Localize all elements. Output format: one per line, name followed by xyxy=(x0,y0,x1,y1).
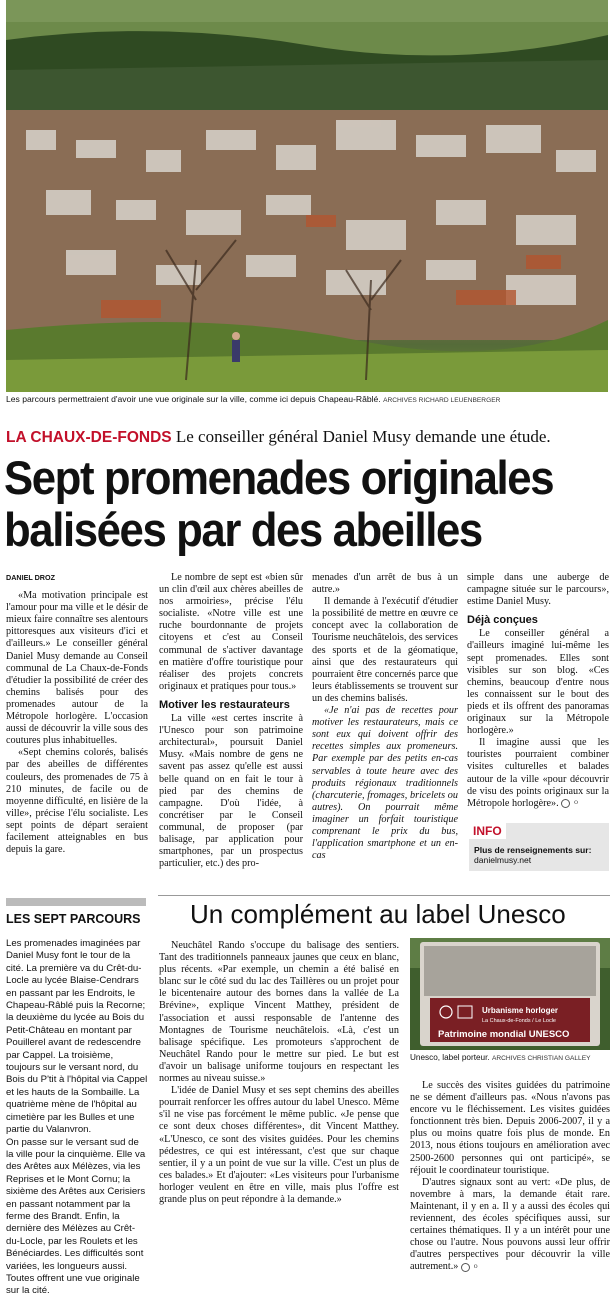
col2-paragraph-2: La ville «est certes inscrite à l'Unesco pour son patrimoine architectural», poursuit Daniel Musy. «Mais nombre de gens ne savent pas assez qu'elle est aussi belle quand on en fait le tour à pied par des chemins de campagne. D'où l'idée, à concrétiser par le Conseil communal, de proposer (par balisage, par application pour smartphones, par un prospectus particulier, etc.) des pro- xyxy=(159,713,303,870)
subhead-motiver: Motiver les restaurateurs xyxy=(159,698,290,711)
sign-line-3: Patrimoine mondial UNESCO xyxy=(438,1029,570,1040)
section2-column-2 xyxy=(410,1080,610,1274)
headline xyxy=(4,452,568,556)
article-column-1 xyxy=(6,572,148,856)
end-mark-icon: O xyxy=(561,799,570,808)
col3-paragraph-0: menades d'un arrêt de bus à un autre.» xyxy=(312,572,458,596)
subhead-deja-concues: Déjà conçues xyxy=(467,614,538,627)
city-panorama-photo xyxy=(6,0,608,392)
sidebar-body xyxy=(6,938,148,1298)
unesco-caption xyxy=(410,1053,610,1062)
kicker-line xyxy=(6,427,610,448)
sidebar-paragraph-2: On passe sur le versant sud de la ville pour la cinquième. Elle va des Arêtes aux Mélèzes, via les Reprises et le Mont Cornu; la sixième des Arêtes aux Cerisiers en passant notamment par la ferme des Brandt. Enfin, la dernière des Mélèzes au Crêt-du-Locle, par les Roulets et les Bénéciardes. Les difficultés sont variées, les longueurs aussi. Toutes offrent une vue originale sur la cité. xyxy=(6,1136,146,1297)
photo-caption-text: Les parcours permettraient d'avoir une vue originale sur la ville, comme ici depuis Chapeau-Râblé. xyxy=(6,394,381,404)
section2-col2-paragraph-1: Le succès des visites guidées du patrimoine ne se dément d'ailleurs pas. «Nous n'avons pas encore vu le fléchissement. Les visites guidées fonctionnent très bien. Depuis 2006-2007, il y a plus ou moins quatre fois plus de monde. En 2013, nous étions toujours en amélioration avec 2500-2600 personnes qui ont participé», se réjouit le coordinateur touristique. xyxy=(410,1080,610,1176)
sidebar-title: LES SEPT PARCOURS xyxy=(6,898,146,926)
unesco-credit: ARCHIVES CHRISTIAN GALLEY xyxy=(491,1055,591,1062)
section-divider xyxy=(158,895,610,896)
sidebar-paragraph-1: Les promenades imaginées par Daniel Musy font le tour de la cité. La première va du Crêt-du-Locle au lycée Blaise-Cendrars en passant par les Endroits, le Chapeau-Râblé puis la Recorne; la deuxième du lycée au Bois du Petit-Château en montant par Pouillerel avant de redescendre par Cappel. La troisième, toujours sur le versant nord, du Bois du P'tit à l'hôpital via Cappel et les hauts de la Sombaille. La quatrième mène de l'hôpital au cimetière par les Bulles et une partie du Valanvron. xyxy=(6,938,148,1136)
col1-paragraph-2: «Sept chemins colorés, balisés par des abeilles de différentes couleurs, des promenades de 75 à 210 minutes, de facile ou de moyenne difficulté, en lisière de la ville», précise l'élu socialiste. Les sept points de départ seraient facilement atteignables en bus depuis la gare. xyxy=(6,747,148,856)
col3-paragraph-2: «Je n'ai pas de recettes pour motiver les restaurateurs, mais ce sont eux qui doivent offrir des recettes simples aux promeneurs. Par exemple par des petits en-cas servables à toute heure avec des produits régionaux traditionnels (charcuterie, fromages, bricelets ou autres). On pourrait même imaginer un forfait touristique comprenant le prix du bus, l'application smartphone et un en-cas xyxy=(312,705,458,862)
info-label: Plus de renseignements sur: xyxy=(474,845,592,855)
kicker-text: Le conseiller général Daniel Musy demande une étude. xyxy=(175,427,551,446)
col2-paragraph-1: Le nombre de sept est «bien sûr un clin d'œil aux chères abeilles de nos armoiries», précise l'élu socialiste. «Notre ville est une ruche bourdonnante de projets citoyens et c'est au Conseil communal de s'activer davantage en matière d'offre touristique pour réaliser des projets concrets originaux et pratiques pour tous.» xyxy=(159,572,303,692)
article-column-3 xyxy=(312,572,458,862)
unesco-sign-photo xyxy=(410,938,610,1050)
col4-paragraph-2: Il imagine aussi que les touristes pourraient combiner visites culturelles et balades autour de la ville «pour découvrir de visu des points originaux sur la Métropole horlogère». O xyxy=(467,737,609,809)
col1-paragraph-1: «Ma motivation principale est l'amour pour ma ville et le désir de mieux faire connaître ses alentours pittoresques aux visiteurs d'ici et d'ailleurs.» Le conseiller général Daniel Musy demande au Conseil communal de La Chaux-de-Fonds d'étudier la possibilité de créer des chemins balisés pour des promenades autour de la Métropole horlogère. L'occasion aussi de découvrir la ville sous des coutures plus inhabituelles. xyxy=(6,590,149,747)
info-text xyxy=(474,845,604,865)
headline-line-1: Sept promenades originales xyxy=(4,451,554,504)
info-link[interactable]: danielmusy.net xyxy=(474,855,532,865)
sign-line-1: Urbanisme horloger xyxy=(482,1006,559,1015)
info-tag: INFO xyxy=(469,823,506,839)
article-column-2 xyxy=(159,572,303,870)
section2-title: Un complément au label Unesco xyxy=(190,899,566,929)
photo-credit: ARCHIVES RICHARD LEUENBERGER xyxy=(383,397,501,404)
unesco-caption-text: Unesco, label porteur. xyxy=(410,1053,490,1062)
section2-column-1 xyxy=(159,940,399,1206)
photo-caption xyxy=(6,394,606,406)
section2-col2-paragraph-2: D'autres signaux sont au vert: «De plus, de novembre à mars, la demande était rare. Maintenant, il y en a. Il y a aussi des écoles qui reviennent, des écoles spécifiques aussi, sur certaines thématiques. Il y a un intérêt pour une chose ou l'autre. Nous pouvons aussi leur offrir d'autres perspectives pour découvrir la ville autrement.» O xyxy=(410,1176,610,1273)
kicker-place: LA CHAUX-DE-FONDS xyxy=(6,429,172,446)
col3-paragraph-1: Il demande à l'exécutif d'étudier la possibilité de mettre en œuvre ce concept avec la collaboration de Tourisme neuchâtelois, des services des sports et de la géomatique, ainsi que des restaurateurs qui pourraient être concernés parce que leurs établissements se trouvent sur un des chemins balisés. xyxy=(312,596,458,704)
section2-col1-paragraph-1: Neuchâtel Rando s'occupe du balisage des sentiers. Tant des traditionnels panneaux jaunes que ceux en blanc, plus récents. «Par exemple, un chemin a été balisé en blanc sur le côté sud du lac des Taillères ou un projet pour le bicentenaire autour des bornes dans la vallée de La Brévine», explique Vincent Matthey, président de l'association et aussi responsable de l'antenne des Montagnes de Tourisme neuchâtelois. «Là, c'est un balisage spécifique. Les promoteurs s'approchent de Neuchâtel Rando pour le mettre sur pied. Le but est d'avoir un balisage uniforme toujours en respectant les normes au niveau suisse.» xyxy=(159,940,399,1085)
headline-line-2: balisées par des abeilles xyxy=(4,503,482,556)
article-column-4 xyxy=(467,572,609,810)
col4-paragraph-0: simple dans une auberge de campagne située sur le parcours», estime Daniel Musy. xyxy=(467,572,609,608)
city-panorama-illustration xyxy=(6,0,608,392)
col4-paragraph-1: Le conseiller général a d'ailleurs imaginé lui-même les sept promenades. Elles sont visibles sur son blog. «Ces chemins, beaucoup d'entre nous les connaissent sur le bout des pieds et ils offrent des panoramas originaux sur la Métropole horlogère.» xyxy=(467,628,609,737)
section2-col1-paragraph-2: L'idée de Daniel Musy et ses sept chemins des abeilles pourrait renforcer les offres autour du label Unesco. Même s'il ne vise pas forcément le même public. «Je pense que ce sont deux choses différentes», dit Vincent Matthey. «L'Unesco, ce sont des visites guidées. Pour les chemins pédestres, ce qui est intéressant, c'est que sur chaque sentier, il y a un point de vue sur la ville. C'est un plus de ces balades.» Et d'ajouter: «Les visiteurs pour l'urbanisme horloger veulent en être en ville, mais plus l'offre est grande plus on peut répondre à la demande.» xyxy=(159,1085,399,1205)
sign-line-2: La Chaux-de-Fonds / Le Locle xyxy=(482,1018,556,1024)
byline: DANIEL DROZ xyxy=(6,573,55,582)
end-mark-icon: O xyxy=(461,1263,470,1272)
unesco-sign-illustration xyxy=(410,938,610,1050)
